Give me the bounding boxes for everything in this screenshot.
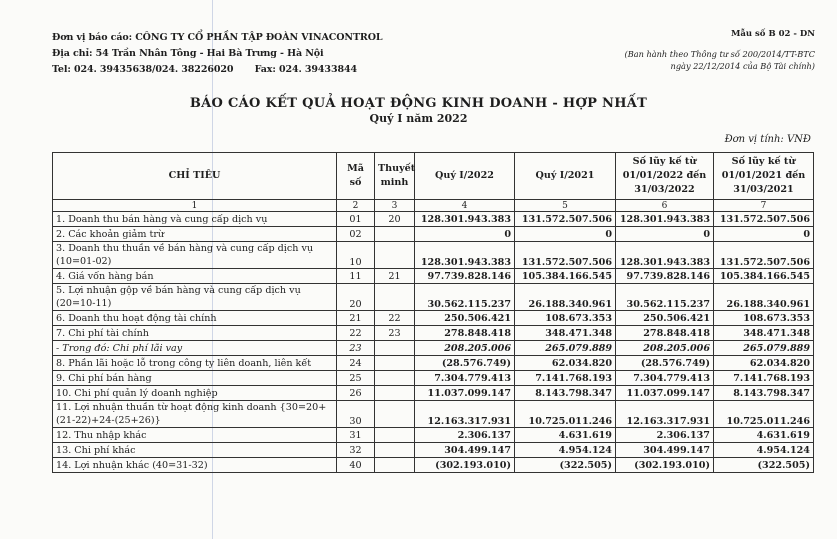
row-q1-2021: 8.143.798.347: [515, 386, 616, 401]
row-q1-2021: 105.384.166.545: [515, 269, 616, 284]
row-q1-2022: 97.739.828.146: [415, 269, 515, 284]
row-label: 10. Chi phí quản lý doanh nghiệp: [53, 386, 337, 401]
row-code: 40: [337, 458, 375, 473]
row-ytd-2021: 26.188.340.961: [714, 284, 814, 311]
header-code: Mã số: [337, 153, 375, 200]
column-number-row: [53, 200, 814, 212]
row-q1-2021: 131.572.507.506: [515, 212, 616, 227]
report-title-block: [0, 96, 837, 125]
row-q1-2022: 30.562.115.237: [415, 284, 515, 311]
row-q1-2021: 265.079.889: [515, 341, 616, 356]
row-code: 30: [337, 401, 375, 428]
row-note: [375, 242, 415, 269]
row-ytd-2022: 278.848.418: [616, 326, 714, 341]
row-q1-2021: 10.725.011.246: [515, 401, 616, 428]
row-q1-2021: 7.141.768.193: [515, 371, 616, 386]
company-fax: Fax: 024. 39433844: [254, 64, 357, 75]
row-code: 01: [337, 212, 375, 227]
row-code: 22: [337, 326, 375, 341]
column-number: 7: [714, 200, 814, 212]
row-note: [375, 443, 415, 458]
row-code: 20: [337, 284, 375, 311]
row-note: [375, 341, 415, 356]
company-header: [52, 30, 383, 78]
table-row: [53, 326, 814, 341]
column-number: 6: [616, 200, 714, 212]
column-number: 5: [515, 200, 616, 212]
row-label: 13. Chi phí khác: [53, 443, 337, 458]
row-note: [375, 428, 415, 443]
header-q1-2021: Quý I/2021: [515, 153, 616, 200]
row-note: [375, 386, 415, 401]
table-row: [53, 458, 814, 473]
row-q1-2022: 12.163.317.931: [415, 401, 515, 428]
header-ytd-2021: Số lũy kế từ 01/01/2021 đến 31/03/2021: [714, 153, 814, 200]
row-q1-2021: 4.631.619: [515, 428, 616, 443]
company-contact: [52, 62, 383, 78]
regulation-line-1: (Ban hành theo Thông tư số 200/2014/TT-BTC: [624, 49, 815, 59]
header-q1-2022: Quý I/2022: [415, 153, 515, 200]
row-label: 14. Lợi nhuận khác (40=31-32): [53, 458, 337, 473]
row-ytd-2021: 265.079.889: [714, 341, 814, 356]
row-q1-2021: 131.572.507.506: [515, 242, 616, 269]
row-ytd-2022: 11.037.099.147: [616, 386, 714, 401]
row-note: [375, 284, 415, 311]
table-row: [53, 341, 814, 356]
row-label: 4. Giá vốn hàng bán: [53, 269, 337, 284]
row-q1-2022: 7.304.779.413: [415, 371, 515, 386]
table-row: [53, 371, 814, 386]
row-q1-2022: 208.205.006: [415, 341, 515, 356]
row-label: 2. Các khoản giảm trừ: [53, 227, 337, 242]
row-ytd-2021: 131.572.507.506: [714, 242, 814, 269]
row-q1-2021: (322.505): [515, 458, 616, 473]
row-ytd-2021: 348.471.348: [714, 326, 814, 341]
row-q1-2022: (28.576.749): [415, 356, 515, 371]
row-code: 25: [337, 371, 375, 386]
form-reference: [625, 28, 815, 72]
row-note: [375, 356, 415, 371]
company-address: Địa chỉ: 54 Trần Nhân Tông - Hai Bà Trưng - Hà Nội: [52, 48, 324, 59]
row-label: 5. Lợi nhuận gộp về bán hàng và cung cấp dịch vụ (20=10-11): [53, 284, 337, 311]
row-ytd-2021: (322.505): [714, 458, 814, 473]
table-row: [53, 311, 814, 326]
row-label: 8. Phần lãi hoặc lỗ trong công ty liên doanh, liên kết: [53, 356, 337, 371]
row-ytd-2021: 131.572.507.506: [714, 212, 814, 227]
row-label: 12. Thu nhập khác: [53, 428, 337, 443]
row-note: [375, 458, 415, 473]
row-q1-2021: 4.954.124: [515, 443, 616, 458]
row-code: 26: [337, 386, 375, 401]
table-row: [53, 227, 814, 242]
row-label: 1. Doanh thu bán hàng và cung cấp dịch vụ: [53, 212, 337, 227]
row-q1-2022: 0: [415, 227, 515, 242]
row-note: 21: [375, 269, 415, 284]
row-code: 23: [337, 341, 375, 356]
row-q1-2022: 11.037.099.147: [415, 386, 515, 401]
row-label: 9. Chi phí bán hàng: [53, 371, 337, 386]
row-ytd-2022: 128.301.943.383: [616, 212, 714, 227]
row-code: 21: [337, 311, 375, 326]
company-phone: Tel: 024. 39435638/024. 38226020: [52, 64, 234, 75]
row-note: [375, 401, 415, 428]
row-label: 6. Doanh thu hoạt động tài chính: [53, 311, 337, 326]
row-q1-2022: 304.499.147: [415, 443, 515, 458]
row-ytd-2022: 30.562.115.237: [616, 284, 714, 311]
row-ytd-2022: 12.163.317.931: [616, 401, 714, 428]
row-q1-2021: 348.471.348: [515, 326, 616, 341]
row-ytd-2022: 208.205.006: [616, 341, 714, 356]
row-ytd-2022: 7.304.779.413: [616, 371, 714, 386]
table-row: [53, 356, 814, 371]
row-ytd-2022: 97.739.828.146: [616, 269, 714, 284]
row-q1-2022: 250.506.421: [415, 311, 515, 326]
row-note: 23: [375, 326, 415, 341]
row-q1-2022: 278.848.418: [415, 326, 515, 341]
row-ytd-2022: 0: [616, 227, 714, 242]
row-ytd-2022: (28.576.749): [616, 356, 714, 371]
row-ytd-2022: (302.193.010): [616, 458, 714, 473]
row-ytd-2021: 4.631.619: [714, 428, 814, 443]
table-header-row: [53, 153, 814, 200]
row-q1-2021: 108.673.353: [515, 311, 616, 326]
table-row: [53, 269, 814, 284]
reporting-unit: Đơn vị báo cáo: CÔNG TY CỔ PHẦN TẬP ĐOÀN VINACONTROL: [52, 32, 383, 43]
row-q1-2021: 26.188.340.961: [515, 284, 616, 311]
row-q1-2022: 2.306.137: [415, 428, 515, 443]
column-number: 4: [415, 200, 515, 212]
table-row: [53, 212, 814, 227]
row-code: 02: [337, 227, 375, 242]
table-row: [53, 428, 814, 443]
row-note: 22: [375, 311, 415, 326]
header-item: CHỈ TIÊU: [53, 153, 337, 200]
row-ytd-2021: 7.141.768.193: [714, 371, 814, 386]
row-note: 20: [375, 212, 415, 227]
row-q1-2022: (302.193.010): [415, 458, 515, 473]
row-code: 11: [337, 269, 375, 284]
row-ytd-2021: 0: [714, 227, 814, 242]
header-ytd-2022: Số lũy kế từ 01/01/2022 đến 31/03/2022: [616, 153, 714, 200]
row-ytd-2021: 108.673.353: [714, 311, 814, 326]
row-q1-2022: 128.301.943.383: [415, 242, 515, 269]
row-code: 31: [337, 428, 375, 443]
table-row: [53, 284, 814, 311]
row-label: 3. Doanh thu thuần về bán hàng và cung cấp dịch vụ (10=01-02): [53, 242, 337, 269]
row-code: 24: [337, 356, 375, 371]
row-label: 7. Chi phí tài chính: [53, 326, 337, 341]
header-note: Thuyết minh: [375, 153, 415, 200]
row-ytd-2022: 2.306.137: [616, 428, 714, 443]
row-label: 11. Lợi nhuận thuần từ hoạt động kinh doanh {30=20+(21-22)+24-(25+26)}: [53, 401, 337, 428]
row-q1-2021: 0: [515, 227, 616, 242]
form-code: Mẫu số B 02 - DN: [730, 29, 815, 39]
row-q1-2021: 62.034.820: [515, 356, 616, 371]
row-q1-2022: 128.301.943.383: [415, 212, 515, 227]
row-label: - Trong đó: Chi phí lãi vay: [53, 341, 337, 356]
row-ytd-2022: 250.506.421: [616, 311, 714, 326]
column-number: 3: [375, 200, 415, 212]
row-ytd-2022: 128.301.943.383: [616, 242, 714, 269]
column-number: 1: [53, 200, 337, 212]
row-ytd-2021: 105.384.166.545: [714, 269, 814, 284]
row-ytd-2021: 10.725.011.246: [714, 401, 814, 428]
row-ytd-2021: 4.954.124: [714, 443, 814, 458]
regulation-line-2: ngày 22/12/2014 của Bộ Tài chính): [670, 61, 815, 71]
row-code: 32: [337, 443, 375, 458]
row-ytd-2021: 8.143.798.347: [714, 386, 814, 401]
table-row: [53, 401, 814, 428]
table-row: [53, 443, 814, 458]
column-number: 2: [337, 200, 375, 212]
row-note: [375, 227, 415, 242]
table-row: [53, 242, 814, 269]
row-ytd-2021: 62.034.820: [714, 356, 814, 371]
row-ytd-2022: 304.499.147: [616, 443, 714, 458]
report-title: BÁO CÁO KẾT QUẢ HOẠT ĐỘNG KINH DOANH - HỢP NHẤT: [189, 96, 648, 111]
row-note: [375, 371, 415, 386]
row-code: 10: [337, 242, 375, 269]
report-period: Quý I năm 2022: [369, 112, 468, 125]
income-statement-table: [52, 152, 814, 473]
currency-unit: Đơn vị tính: VNĐ: [724, 134, 811, 145]
table-row: [53, 386, 814, 401]
